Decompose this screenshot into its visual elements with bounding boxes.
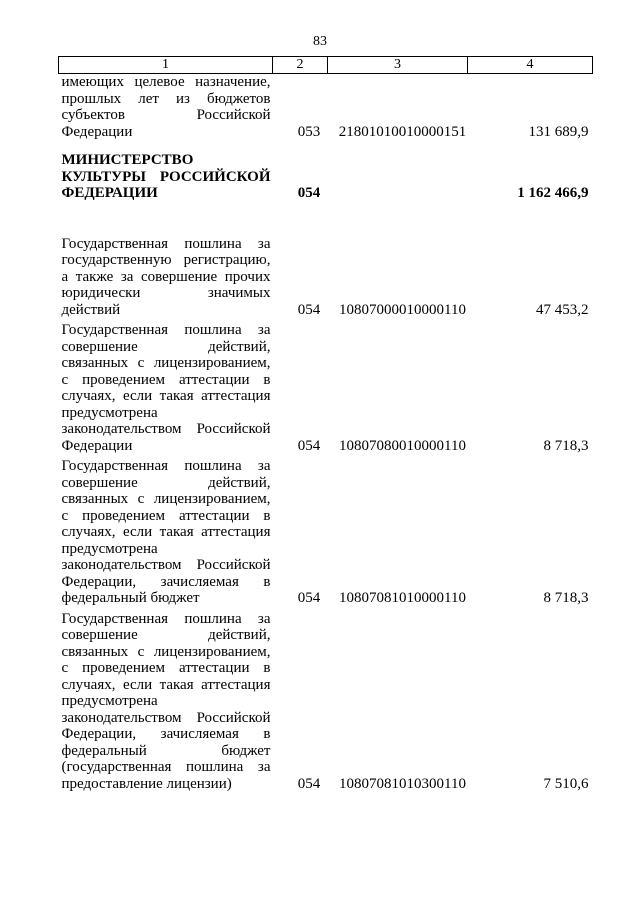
row-description (59, 454, 273, 607)
row-admin-code: 053 (297, 123, 321, 140)
row-amount: 47 453,2 (536, 301, 589, 318)
description-line: (государственная пошлина за (61, 759, 271, 775)
row-amount: 7 510,6 (543, 775, 589, 792)
row-amount: 8 718,3 (543, 437, 589, 454)
header-col-4: 4 (468, 57, 593, 74)
row-budget-code: 21801010010000151 (338, 123, 467, 140)
row-amount: 8 718,3 (543, 590, 589, 606)
description-line: связанных с лицензированием, (61, 643, 271, 660)
row-budget-code: 10807081010000110 (339, 590, 466, 606)
row-amount: 1 162 466,9 (517, 185, 589, 201)
table-row (59, 607, 593, 793)
description-line: совершение действий, (61, 627, 271, 643)
description-line: предоставление лицензии) (61, 775, 232, 792)
row-budget-code: 10807080010000110 (339, 437, 466, 454)
page-number: 83 (313, 34, 327, 49)
table-row (59, 140, 593, 202)
header-row (59, 57, 593, 74)
row-amount: 131 689,9 (528, 123, 589, 140)
description-line: предусмотрена (61, 404, 158, 421)
row-description (59, 140, 273, 202)
header-col-1: 1 (59, 57, 273, 74)
description-line: Государственная пошлина за (61, 458, 271, 474)
description-line: Государственная пошлина за (61, 322, 271, 338)
table-row (59, 454, 593, 607)
table-row (59, 318, 593, 454)
table-row (59, 202, 593, 319)
description-line: а также за совершение прочих (61, 268, 271, 285)
description-line: юридически значимых (61, 285, 271, 301)
table-body (59, 74, 593, 793)
row-description (59, 607, 273, 793)
description-line: Государственная пошлина за (61, 610, 271, 627)
description-line: Федерации (61, 437, 133, 454)
row-budget-code: 10807000010000110 (339, 301, 466, 318)
description-line: связанных с лицензированием, (61, 355, 271, 371)
row-admin-code: 054 (297, 437, 321, 454)
table-row (59, 74, 593, 141)
header-col-3: 3 (328, 57, 468, 74)
description-line: с проведением аттестации в (61, 507, 271, 524)
description-line: совершение действий, (61, 474, 271, 491)
description-line: Федерации, зачисляемая в (61, 726, 271, 742)
description-line: Федерации, зачисляемая в (61, 573, 271, 590)
description-line: действий (61, 301, 121, 318)
row-description (59, 74, 273, 141)
description-line: МИНИСТЕРСТВО (61, 152, 194, 168)
row-description (59, 202, 273, 319)
budget-table (58, 56, 593, 792)
description-line: Федерации (61, 123, 133, 140)
description-line: случаях, если такая аттестация (61, 524, 271, 540)
description-line: государственную регистрацию, (61, 252, 271, 268)
description-line: случаях, если такая аттестация (61, 676, 271, 693)
row-description (59, 318, 273, 454)
table-header (59, 57, 593, 74)
description-line: прошлых лет из бюджетов (61, 90, 271, 107)
description-line: совершение действий, (61, 338, 271, 355)
description-line: КУЛЬТУРЫ РОССИЙСКОЙ (61, 168, 271, 185)
budget-table-container (58, 56, 592, 792)
description-line: федеральный бюджет (61, 742, 271, 759)
row-admin-code: 054 (297, 590, 321, 606)
row-admin-code: 054 (297, 301, 321, 318)
description-line: связанных с лицензированием, (61, 491, 271, 507)
row-budget-code: 10807081010300110 (339, 775, 466, 792)
description-line: предусмотрена (61, 693, 158, 709)
header-col-2: 2 (273, 57, 328, 74)
description-line: законодательством Российской (61, 421, 271, 437)
row-budget-code (328, 140, 468, 202)
description-line: имеющих целевое назначение, (61, 74, 271, 90)
description-line: случаях, если такая аттестация (61, 388, 271, 404)
description-line: с проведением аттестации в (61, 371, 271, 388)
description-line: предусмотрена (61, 540, 158, 557)
description-line: Государственная пошлина за (61, 235, 271, 252)
description-line: законодательством Российской (61, 709, 271, 726)
description-line: субъектов Российской (61, 107, 271, 123)
row-admin-code: 054 (297, 185, 321, 201)
description-line: с проведением аттестации в (61, 660, 271, 676)
description-line: ФЕДЕРАЦИИ (61, 185, 158, 201)
row-admin-code: 054 (297, 775, 321, 792)
description-line: федеральный бюджет (61, 590, 200, 606)
description-line: законодательством Российской (61, 557, 271, 573)
